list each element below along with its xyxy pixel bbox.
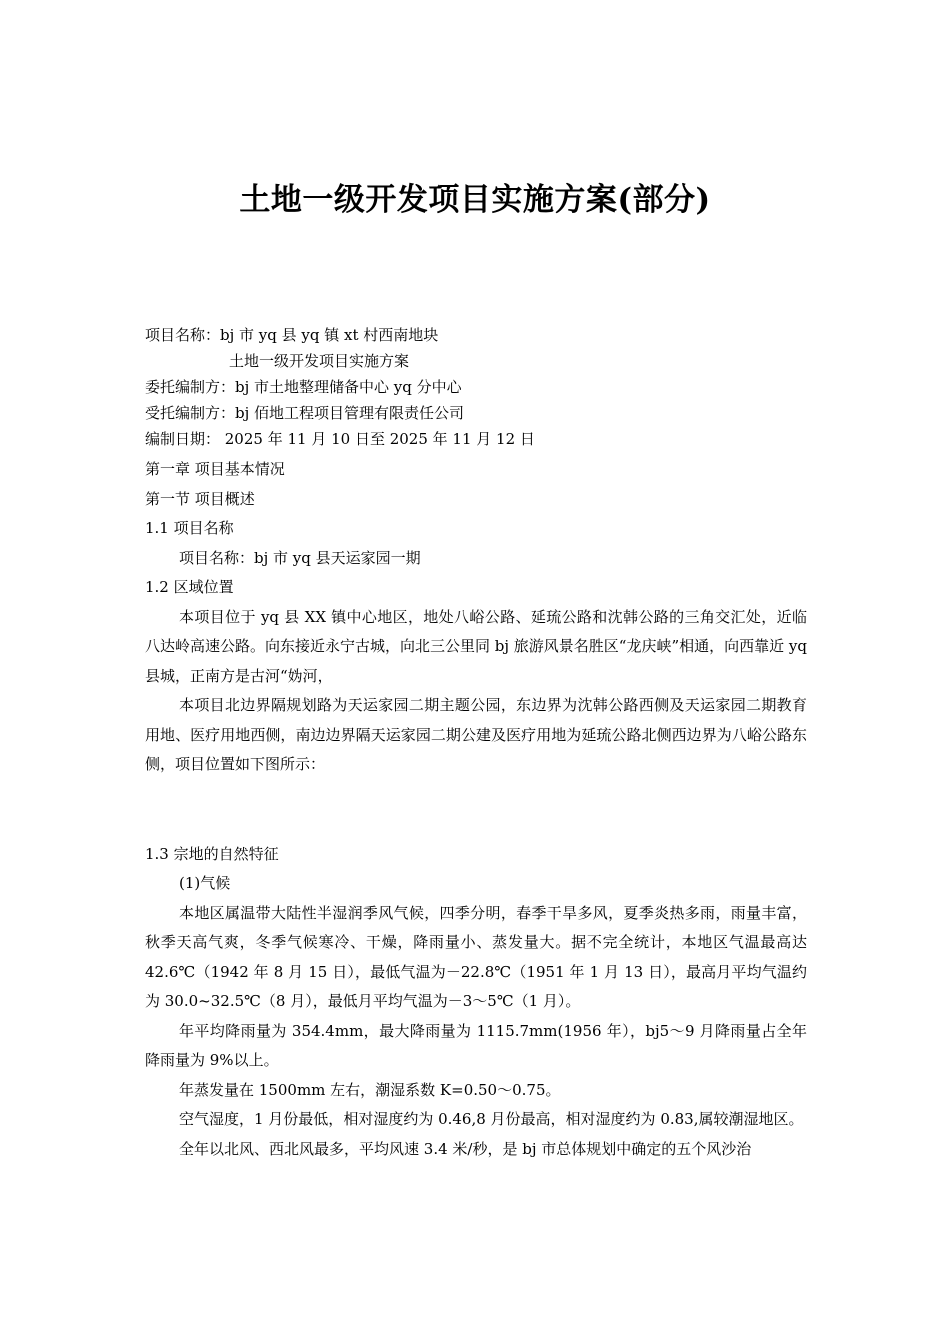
heading-1-3: 1.3 宗地的自然特征 xyxy=(145,844,279,863)
meta-client: 委托编制方：bj 市土地整理储备中心 yq 分中心 xyxy=(145,378,462,396)
paragraph-1-3-b: 年平均降雨量为 354.4mm，最大降雨量为 1115.7mm(1956 年），bj5～9 月降雨量占全年降雨量为 9%以上。 xyxy=(145,1021,807,1069)
figure-placeholder xyxy=(145,780,807,840)
heading-1-1: 1.1 项目名称 xyxy=(145,519,234,537)
document-body xyxy=(145,322,807,1164)
meta-contractor: 受托编制方：bj 佰地工程项目管理有限责任公司 xyxy=(145,404,465,422)
paragraph-1-3-e: 全年以北风、西北风最多，平均风速 3.4 米/秒，是 bj 市总体规划中确定的五个风沙治 xyxy=(179,1139,752,1158)
section-heading: 第一节 项目概述 xyxy=(145,489,255,508)
paragraph-1-2-a: 本项目位于 yq 县 XX 镇中心地区，地处八峪公路、延琉公路和沈韩公路的三角交汇处，近临八达岭高速公路。向东接近永宁古城，向北三公里同 bj 旅游风景名胜区“龙庆峡”相通，向西靠近 yq 县城，正南方是古河“妫河， xyxy=(145,607,807,685)
heading-1-2: 1.2 区域位置 xyxy=(145,578,234,596)
meta-project-name-continued: 土地一级开发项目实施方案 xyxy=(229,352,410,370)
subheading-climate: (1)气候 xyxy=(179,874,231,892)
paragraph-1-1: 项目名称：bj 市 yq 县天运家园一期 xyxy=(179,548,421,567)
paragraph-1-2-b: 本项目北边界隔规划路为天运家园二期主题公园，东边界为沈韩公路西侧及天运家园二期教育用地、医疗用地西侧，南边边界隔天运家园二期公建及医疗用地为延琉公路北侧西边界为八峪公路东侧，项目位置如下图所示： xyxy=(145,696,807,773)
document-title: 土地一级开发项目实施方案(部分) xyxy=(239,182,711,218)
paragraph-1-3-a: 本地区属温带大陆性半湿润季风气候，四季分明，春季干旱多风，夏季炎热多雨，雨量丰富，秋季天高气爽，冬季气候寒冷、干燥，降雨量小、蒸发量大。据不完全统计，本地区气温最高达 42.6℃（1942 年 8 月 15 日），最低气温为－22.8℃（1951 年 1 月 13 日），最高月平均气温约为 30.0~32.5℃（8 月），最低月平均气温为－3～5℃（1 月）。 xyxy=(145,903,807,1010)
chapter-heading: 第一章 项目基本情况 xyxy=(145,460,285,478)
meta-date: 编制日期： 2025 年 11 月 10 日至 2025 年 11 月 12 日 xyxy=(145,430,535,448)
paragraph-1-3-d: 空气湿度，1 月份最低，相对湿度约为 0.46,8 月份最高，相对湿度约为 0.83,属较潮湿地区。 xyxy=(179,1110,804,1128)
paragraph-1-3-c: 年蒸发量在 1500mm 左右，潮湿系数 K=0.50～0.75。 xyxy=(179,1080,561,1099)
meta-project-name: 项目名称：bj 市 yq 县 yq 镇 xt 村西南地块 xyxy=(145,326,439,344)
